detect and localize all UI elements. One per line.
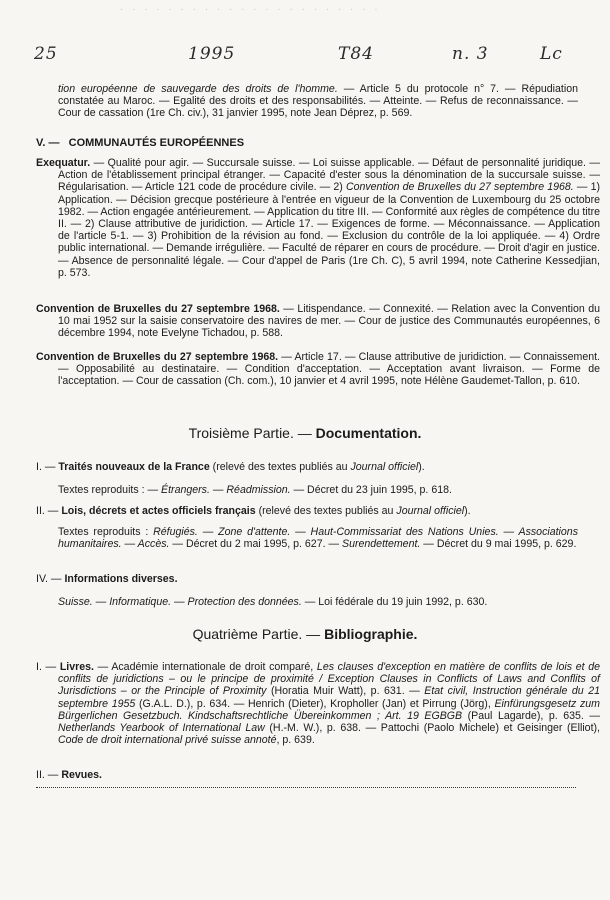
part-three-label: Troisième Partie. — <box>188 425 312 441</box>
entry-body-continued: — 1) Application. — Décision grecque postérieure à l'entrée en vigueur de la Convention de Luxembourg du 25 octobre 1982. — Action engagée antérieurement. — Application du titre III. — Conformité aux règles de compétence du titre II. — 2) Clause attributive de juridiction. — Article 17. — Exigences de forme. — Méconnaissance. — Application de l'article 5-1. — 3) Prohibition de la révision au fond. — Exclusion du contrôle de la loi appliquée. — 4) Ordre public international. — Demande irrégulière. — Faculté de réparer en cours de procédure. — Droit d'agir en justice. — Absence de personnalité légale. — Cour d'appel de Paris (1re Ch. C), 5 avril 1994, note Catherine Kessedjian, p. 573. <box>58 181 600 279</box>
entry-heading: Convention de Bruxelles du 27 septembre 1968. <box>36 351 279 363</box>
doc-iv-number: IV. — <box>36 573 62 585</box>
biblio-i-f: Einfürungsgesetz zum Bürgerlichen Gesetzbuch. Kindschaftsrechtliche Übereinkommen ; Art. 19 EGBGB <box>58 697 600 722</box>
part-four-heading <box>0 626 610 642</box>
biblio-i-a: — Académie internationale de droit comparé, <box>93 661 317 673</box>
doc-iv-line <box>58 596 578 608</box>
section-heading <box>36 137 244 149</box>
doc-section-ii <box>36 505 578 517</box>
biblio-i-d: Etat civil, Instruction générale du 21 septembre 1955 <box>58 685 600 710</box>
doc-section-i <box>36 461 578 473</box>
doc-iv-line-rest: — Loi fédérale du 19 juin 1992, p. 630. <box>301 596 488 608</box>
handwritten-year: 1995 <box>188 44 236 64</box>
entry-body: — Article 17. — Clause attributive de juridiction. — Connaissement. — Opposabilité au destinataire. — Condition d'acceptation. — Acceptation avant livraison. — Forme de l'acceptation. — Cour de cassation (Ch. com.), 10 janvier et 4 avril 1995, note Hélène Gaudemet-Tallon, p. 610. <box>58 351 600 388</box>
bleed-through-text: · · · · · · · · · · · · · · · · · · · · · · <box>120 4 381 15</box>
doc-i-texts-rest: — Décret du 23 juin 1995, p. 618. <box>290 484 452 496</box>
doc-i-desc: (relevé des textes publiés au <box>209 461 351 473</box>
doc-ii-number: II. — <box>36 505 59 517</box>
part-four-label: Quatrième Partie. — <box>192 626 321 642</box>
doc-section-iv <box>36 573 578 585</box>
biblio-i-e: (G.A.L. D.), p. 634. — Henrich (Dieter), Kropholler (Jan) et Pirrung (Jörg), <box>135 697 495 710</box>
doc-i-texts-italic: Étrangers. — Réadmission. <box>161 484 291 496</box>
doc-i-title: Traités nouveaux de la France <box>58 461 210 473</box>
handwritten-code: Lc <box>540 44 563 64</box>
entry-heading: Convention de Bruxelles du 27 septembre 1968. <box>36 303 280 315</box>
doc-i-desc-end: ). <box>418 461 425 473</box>
biblio-i-j: Code de droit international privé suisse annoté <box>58 734 277 747</box>
section-title: COMMUNAUTÉS EUROPÉENNES <box>68 137 245 149</box>
doc-ii-t1-rest: — Décret du 2 mai 1995, p. 627. — <box>169 538 343 551</box>
part-three-heading <box>0 425 610 441</box>
doc-ii-desc: (relevé des textes publiés au <box>255 505 397 517</box>
entry-body: — Litispendance. — Connexité. — Relation avec la Convention du 10 mai 1952 sur la saisie conservatoire des navires de mer. — Cour de justice des Communautés européennes, 6 décembre 1994, note Evelyne Tichadou, p. 588. <box>58 303 600 340</box>
doc-ii-t2-rest: — Décret du 9 mai 1995, p. 629. <box>420 538 577 551</box>
doc-ii-t2-italic: Surendettement. <box>342 538 421 551</box>
biblio-i-b: Les clauses d'exception en matière de conflits de lois et de conflits de juridictions – ou le principe de proximité / Exception Clauses in Conflicts of Laws and Conflits of Jurisdictions – or the Principle of Proximity <box>58 661 600 698</box>
doc-iv-line-italic: Suisse. — Informatique. — Protection des données. <box>58 596 302 608</box>
doc-i-number: I. — <box>36 461 56 473</box>
biblio-i-k: , p. 639. <box>276 734 315 747</box>
entry-convention-2 <box>36 351 600 388</box>
doc-iv-title: Informations diverses. <box>64 573 178 585</box>
doc-ii-texts <box>58 526 578 550</box>
doc-i-texts-label: Textes reproduits : — <box>58 484 162 496</box>
entry-body: — Qualité pour agir. — Succursale suisse. — Loi suisse applicable. — Défaut de personnalité juridique. — Action de l'établissement principal étranger. — Capacité d'ester sous la dénomination de la succursale suisse. — Régularisation. — Article 121 code de procédure civile. — 2) <box>58 157 600 194</box>
biblio-i-c: (Horatia Muir Watt), p. 631. — <box>266 685 425 698</box>
handwritten-year-mark: 25 <box>34 44 58 64</box>
entry-convention-1 <box>36 303 600 340</box>
handwritten-ref: T84 <box>338 44 374 64</box>
biblio-books <box>36 661 600 746</box>
biblio-i-number: I. — <box>36 661 57 673</box>
dotted-separator <box>36 787 576 788</box>
biblio-reviews <box>36 769 578 781</box>
doc-ii-t1-italic: Réfugiés. — Zone d'attente. — Haut-Commissariat des Nations Unies. — Associations humanitaires. — Accès. <box>58 526 578 551</box>
doc-i-journal: Journal officiel <box>350 461 419 473</box>
part-three-title: Documentation. <box>315 425 422 441</box>
continued-italic: tion européenne de sauvegarde des droits de l'homme. <box>58 83 338 95</box>
biblio-ii-number: II. — <box>36 769 59 781</box>
entry-italic: Convention de Bruxelles du 27 septembre 1968. <box>345 181 574 194</box>
entry-exequatur <box>36 157 600 279</box>
doc-ii-journal: Journal officiel <box>396 505 465 517</box>
biblio-i-h: Netherlands Yearbook of International Law <box>58 722 265 735</box>
entry-heading: Exequatur. <box>36 157 91 169</box>
part-four-title: Bibliographie. <box>324 626 418 642</box>
biblio-i-title: Livres. <box>59 661 94 673</box>
biblio-i-g: (Paul Lagarde), p. 635. — <box>462 709 600 722</box>
doc-i-texts <box>58 484 578 496</box>
doc-ii-title: Lois, décrets et actes officiels français <box>61 505 256 517</box>
continued-rest: — Article 5 du protocole n° 7. — Répudiation constatée au Maroc. — Egalité des droits et des responsabilités. — Atteinte. — Refus de reconnaissance. — Cour de cassation (1re Ch. civ.), 31 janvier 1995, note Jean Déprez, p. 569. <box>58 83 578 120</box>
section-number: V. — <box>36 137 60 149</box>
doc-ii-desc-end: ). <box>464 505 471 517</box>
biblio-i-i: (H.-M. W.), p. 638. — Pattochi (Paolo Michele) et Geisinger (Elliot), <box>264 722 600 735</box>
handwritten-number: n. 3 <box>452 44 489 64</box>
biblio-ii-title: Revues. <box>61 769 102 781</box>
doc-ii-texts-label: Textes reproduits : <box>58 526 154 538</box>
continued-paragraph <box>58 83 578 120</box>
